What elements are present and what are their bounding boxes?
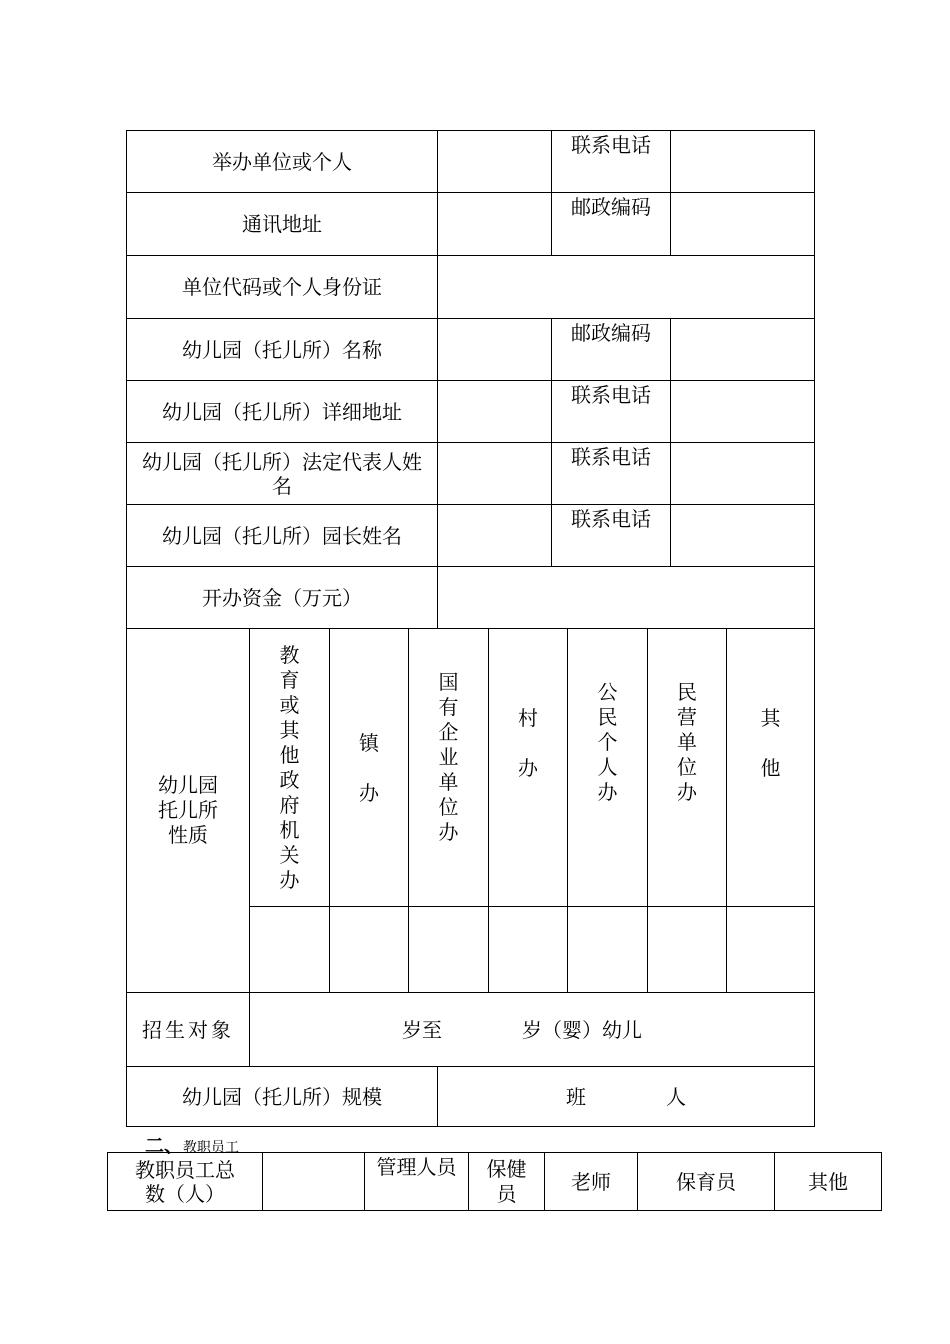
phone-label-3 (551, 442, 671, 505)
phone-text-1: 联系电话 (571, 133, 651, 157)
nature-type-2 (329, 628, 409, 907)
staff-total-value[interactable] (262, 1152, 365, 1211)
nature-type-text-4: 村办 (518, 705, 538, 780)
postcode-label-1 (551, 192, 671, 256)
phone-value-1[interactable] (670, 130, 815, 193)
enroll-label (126, 992, 250, 1067)
nature-type-5 (567, 628, 648, 907)
address-text: 通讯地址 (242, 212, 322, 236)
phone-text-3: 联系电话 (571, 445, 651, 469)
phone-value-4[interactable] (670, 504, 815, 567)
organizer-value[interactable] (437, 130, 552, 193)
staff-management (364, 1152, 469, 1211)
enroll-age-to: 岁（婴）幼儿 (522, 1017, 642, 1042)
enroll-text: 招生对象 (142, 1017, 234, 1042)
staff-total-label (107, 1152, 263, 1211)
staff-total-text: 教职员工总数（人） (135, 1157, 235, 1206)
postcode-label-2 (551, 318, 671, 381)
nature-type-text-3: 国有企业单位办 (438, 670, 459, 844)
phone-label-1 (551, 130, 671, 193)
unit-code-value[interactable] (437, 255, 815, 319)
funds-text: 开办资金（万元） (202, 585, 362, 610)
nature-label (126, 628, 250, 993)
nature-type-text-7: 其他 (760, 705, 781, 780)
scale-label (126, 1066, 438, 1127)
staff-caregiver-text: 保育员 (676, 1169, 736, 1194)
staff-other (774, 1152, 882, 1211)
nature-type-3 (408, 628, 489, 907)
organizer-text: 举办单位或个人 (212, 149, 352, 174)
staff-management-text: 管理人员 (376, 1155, 457, 1179)
section2-number: 二、 (145, 1135, 184, 1157)
nature-type-7 (726, 628, 815, 907)
funds-label (126, 566, 438, 629)
staff-teacher (544, 1152, 638, 1211)
staff-teacher-text: 老师 (571, 1169, 611, 1194)
staff-caregiver (637, 1152, 775, 1211)
nature-check-5[interactable] (567, 906, 648, 993)
staff-other-text: 其他 (808, 1169, 848, 1194)
scale-value[interactable] (437, 1066, 815, 1127)
kg-address-value[interactable] (437, 380, 552, 443)
nature-type-text-1: 教育或其他政府机关办 (279, 642, 300, 892)
kg-address-label (126, 380, 438, 443)
nature-type-text-5: 公民个人办 (597, 680, 618, 804)
nature-type-6 (647, 628, 727, 907)
nature-text: 幼儿园托儿所性质 (158, 773, 218, 847)
enroll-value[interactable] (249, 992, 815, 1067)
kg-name-text: 幼儿园（托儿所）名称 (182, 337, 382, 362)
kg-name-value[interactable] (437, 318, 552, 381)
kg-director-value[interactable] (437, 504, 552, 567)
staff-health-text: 保健员 (486, 1156, 527, 1206)
funds-value[interactable] (437, 566, 815, 629)
nature-type-text-6: 民营单位办 (677, 680, 697, 804)
nature-type-text-2: 镇办 (359, 730, 379, 805)
organizer-label (126, 130, 438, 193)
enroll-age-from: 岁至 (402, 1017, 442, 1042)
phone-value-2[interactable] (670, 380, 815, 443)
phone-value-3[interactable] (670, 442, 815, 505)
kg-name-label (126, 318, 438, 381)
section2-title: 教职员工 (183, 1140, 240, 1156)
nature-check-3[interactable] (408, 906, 489, 993)
kg-address-text: 幼儿园（托儿所）详细地址 (162, 399, 402, 424)
postcode-text-1: 邮政编码 (571, 195, 651, 219)
kg-director-text: 幼儿园（托儿所）园长姓名 (162, 523, 402, 548)
scale-people: 人 (666, 1084, 686, 1109)
unit-code-text: 单位代码或个人身份证 (182, 275, 382, 299)
address-label (126, 192, 438, 256)
staff-health (468, 1152, 545, 1211)
scale-text: 幼儿园（托儿所）规模 (182, 1084, 382, 1109)
postcode-value-1[interactable] (670, 192, 815, 256)
phone-text-4: 联系电话 (571, 507, 651, 531)
phone-label-2 (551, 380, 671, 443)
postcode-value-2[interactable] (670, 318, 815, 381)
nature-check-2[interactable] (329, 906, 409, 993)
nature-check-7[interactable] (726, 906, 815, 993)
scale-class: 班 (566, 1084, 586, 1109)
kg-director-label (126, 504, 438, 567)
postcode-text-2: 邮政编码 (571, 321, 651, 345)
phone-label-4 (551, 504, 671, 567)
kg-legal-rep-text: 幼儿园（托儿所）法定代表人姓名 (142, 449, 422, 498)
kg-legal-rep-label (126, 442, 438, 505)
nature-check-4[interactable] (488, 906, 568, 993)
phone-text-2: 联系电话 (571, 383, 651, 407)
nature-type-1 (249, 628, 330, 907)
kg-legal-rep-value[interactable] (437, 442, 552, 505)
nature-type-4 (488, 628, 568, 907)
unit-code-label (126, 255, 438, 319)
nature-check-1[interactable] (249, 906, 330, 993)
address-value[interactable] (437, 192, 552, 256)
nature-check-6[interactable] (647, 906, 727, 993)
